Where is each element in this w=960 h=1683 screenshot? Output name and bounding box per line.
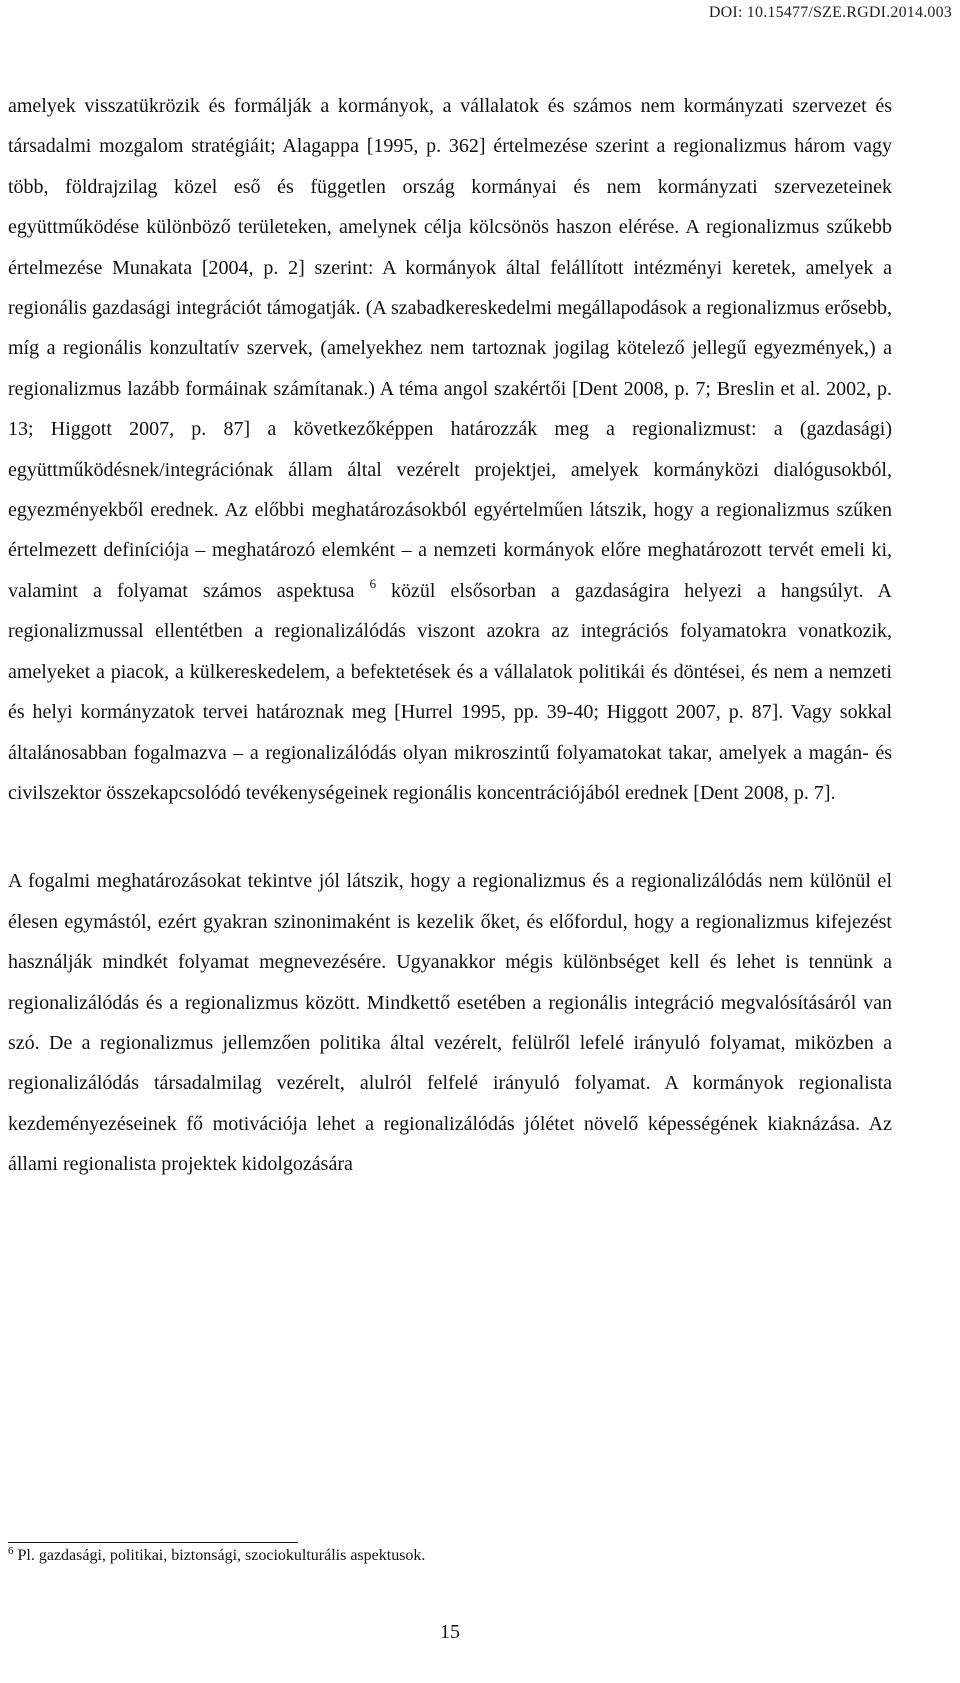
paragraph-1-text: amelyek visszatükrözik és formálják a kormányok, a vállalatok és számos nem kormányzati szervezet és társadalmi mozgalom stratégiáit; Alagappa [1995, p. 362] értelmezése szerint a regionalizmus három vagy több, földrajzilag közel eső és független ország kormányai és nem kormányzati szervezeteinek együttműködése különböző területeken, amelynek célja kölcsönös haszon elérése. A regionalizmus szűkebb értelmezése Munakata [2004, p. 2] szerint: A kormányok által felállított intézményi keretek, amelyek a regionális gazdasági integrációt támogatják. (A szabadkereskedelmi megállapodások a regionalizmus erősebb, míg a regionális konzultatív szervek, (amelyekhez nem tartoznak jogilag kötelező jellegű egyezmények,) a regionalizmus lazább formáinak számítanak.) A téma angol szakértői [Dent 2008, p. 7; Breslin et al. 2002, p. 13; Higgott 2007, p. 87] a következőképpen határozzák meg a regionalizmust: a (gazdasági) együttműködésnek/integrációnak állam által vezérelt projektjei, amelyek kormányközi dialógusokból, egyezményekből erednek. Az előbbi meghatározásokból egyértelműen látszik, hogy a regionalizmus szűken értelmezett definíciója – meghatározó elemként – a nemzeti kormányok előre meghatározott tervét emeli ki, valamint a folyamat számos aspektusa: [8, 95, 892, 602]
doi-header: DOI: 10.15477/SZE.RGDI.2014.003: [708, 4, 952, 21]
footnote-text: Pl. gazdasági, politikai, biztonsági, szociokulturális aspektusok.: [13, 1547, 426, 1564]
footnote-separator: [8, 1542, 298, 1543]
main-text: [8, 86, 892, 1185]
footnote-number: 6: [8, 1545, 14, 1557]
footnote-reference-6[interactable]: 6: [369, 575, 377, 591]
footnote-6: [8, 1545, 892, 1567]
page-number: 15: [440, 1621, 460, 1643]
paragraph-1: [8, 86, 892, 813]
paragraph-1-continuation: közül elsősorban a gazdaságira helyezi a hangsúlyt. A regionalizmussal ellentétben a regionalizálódás viszont azokra az integrációs folyamatokra vonatkozik, amelyeket a piacok, a külkereskedelem, a befektetések és a vállalatok politikái és döntései, és nem a nemzeti és helyi kormányzatok tervei határoznak meg [Hurrel 1995, pp. 39-40; Higgott 2007, p. 87]. Vagy sokkal általánosabban fogalmazva – a regionalizálódás olyan mikroszintű folyamatokat takar, amelyek a magán- és civilszektor összekapcsolódó tevékenységeinek regionális koncentrációjából erednek [Dent 2008, p. 7].: [8, 579, 893, 804]
paragraph-2: A fogalmi meghatározásokat tekintve jól látszik, hogy a regionalizmus és a regionalizálódás nem különül el élesen egymástól, ezért gyakran szinonimaként is kezelik őket, és előfordul, hogy a regionalizmus kifejezést használják mindkét folyamat megnevezésére. Ugyanakkor mégis különbséget kell és lehet is tennünk a regionalizálódás és a regionalizmus között. Mindkettő esetében a regionális integráció megvalósításáról van szó. De a regionalizmus jellemzően politika által vezérelt, felülről lefelé irányuló folyamat, miközben a regionalizálódás társadalmilag vezérelt, alulról felfelé irányuló folyamat. A kormányok regionalista kezdeményezéseinek fő motivációja lehet a regionalizálódás jólétet növelő képességének kiaknázása. Az állami regionalista projektek kidolgozására: [8, 870, 892, 1176]
